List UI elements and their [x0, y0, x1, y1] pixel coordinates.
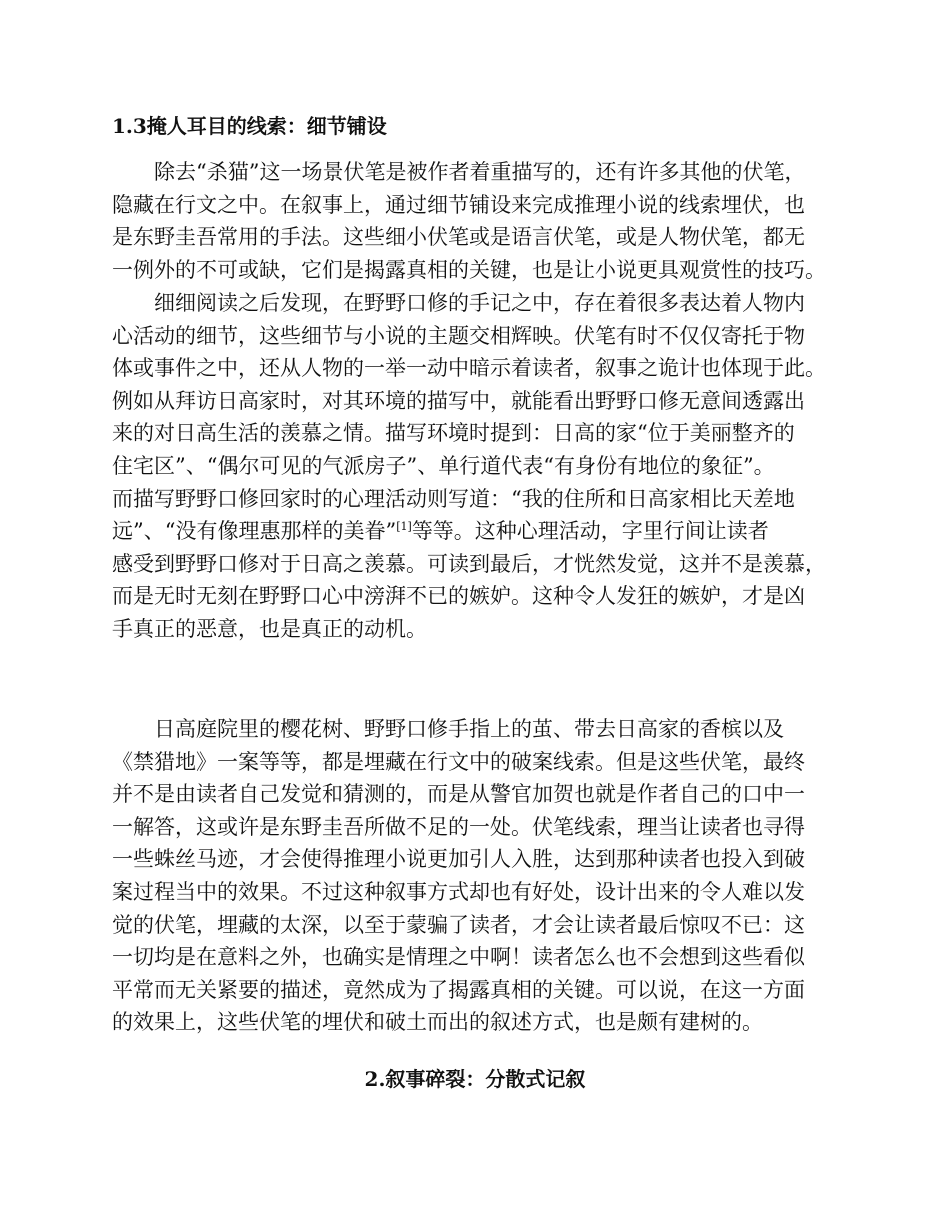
paragraph-line: 一些蛛丝马迹，才会使得推理小说更加引人入胜，达到那种读者也投入到破	[112, 847, 805, 872]
paragraph-line: 《禁猎地》一案等等，都是埋藏在行文中的破案线索。但是这些伏笔，最终	[112, 749, 805, 774]
paragraph-line: 细细阅读之后发现，在野野口修的手记之中，存在着很多表达着人物内	[154, 291, 805, 315]
paragraph-line: 案过程当中的效果。不过这种叙事方式却也有好处，设计出来的令人难以发	[112, 879, 805, 904]
next-section-heading: 2.叙事碎裂：分散式记叙	[364, 1067, 586, 1091]
paragraph-line: 一切均是在意料之外，也确实是情理之中啊！读者怎么也不会想到这些看似	[112, 945, 805, 970]
paragraph-line: 住宅区”、“偶尔可见的气派房子”、单行道代表“有身份有地位的象征”。	[112, 453, 775, 478]
paragraph-line: 隐藏在行文之中。在叙事上，通过细节铺设来完成推理小说的线索埋伏，也	[112, 192, 805, 217]
paragraph-line: 是东野圭吾常用的手法。这些细小伏笔或是语言伏笔，或是人物伏笔，都无	[112, 225, 805, 250]
paragraph-line: 日高庭院里的樱花树、野野口修手指上的茧、带去日高家的香槟以及	[154, 717, 784, 741]
paragraph-line: 而描写野野口修回家时的心理活动则写道：“我的住所和日高家相比天差地	[112, 486, 795, 511]
paragraph-line: 平常而无关紧要的描述，竟然成为了揭露真相的关键。可以说，在这一方面	[112, 977, 805, 1002]
paragraph-line: 例如从拜访日高家时，对其环境的描写中，就能看出野野口修无意间透露出	[112, 388, 805, 413]
paragraph-1	[112, 156, 840, 286]
paragraph-line: 手真正的恶意，也是真正的动机。	[112, 616, 427, 641]
paragraph-line-text: 远”、“没有像理惠那样的美眷”	[112, 519, 397, 544]
paragraph-line: 一解答，这或许是东野圭吾所做不足的一处。伏笔线索，理当让读者也寻得	[112, 814, 805, 839]
paragraph-line: 一例外的不可或缺，它们是揭露真相的关键，也是让小说更具观赏性的技巧。	[112, 257, 826, 282]
paragraph-line: 体或事件之中，还从人物的一举一动中暗示着读者，叙事之诡计也体现于此。	[112, 356, 826, 381]
paragraph-2	[112, 287, 840, 646]
paragraph-line: 感受到野野口修对于日高之羡慕。可读到最后，才恍然发觉，这并不是羡慕，	[112, 551, 826, 576]
paragraph-line: 心活动的细节，这些细节与小说的主题交相辉映。伏笔有时不仅仅寄托于物	[112, 323, 805, 348]
paragraph-line: 除去“杀猫”这一场景伏笔是被作者着重描写的，还有许多其他的伏笔，	[154, 160, 806, 184]
paragraph-line: 的效果上，这些伏笔的埋伏和破土而出的叙述方式，也是颇有建树的。	[112, 1010, 763, 1035]
paragraph-3	[112, 713, 840, 1039]
section-heading: 1.3掩人耳目的线索：细节铺设	[112, 114, 387, 138]
paragraph-line-text: 等等。这种心理活动，字里行间让读者	[411, 519, 769, 544]
paragraph-line: 觉的伏笔，埋藏的太深，以至于蒙骗了读者，才会让读者最后惊叹不已：这	[112, 912, 805, 937]
paragraph-line: 来的对日高生活的羡慕之情。描写环境时提到：日高的家“位于美丽整齐的	[112, 421, 795, 446]
paragraph-line: 并不是由读者自己发觉和猜测的，而是从警官加贺也就是作者自己的口中一	[112, 782, 805, 807]
paragraph-line: 而是无时无刻在野野口心中滂湃不已的嫉妒。这种令人发狂的嫉妒，才是凶	[112, 584, 805, 609]
citation-marker: [1]	[396, 520, 412, 534]
paragraph-line-with-citation	[112, 515, 840, 548]
